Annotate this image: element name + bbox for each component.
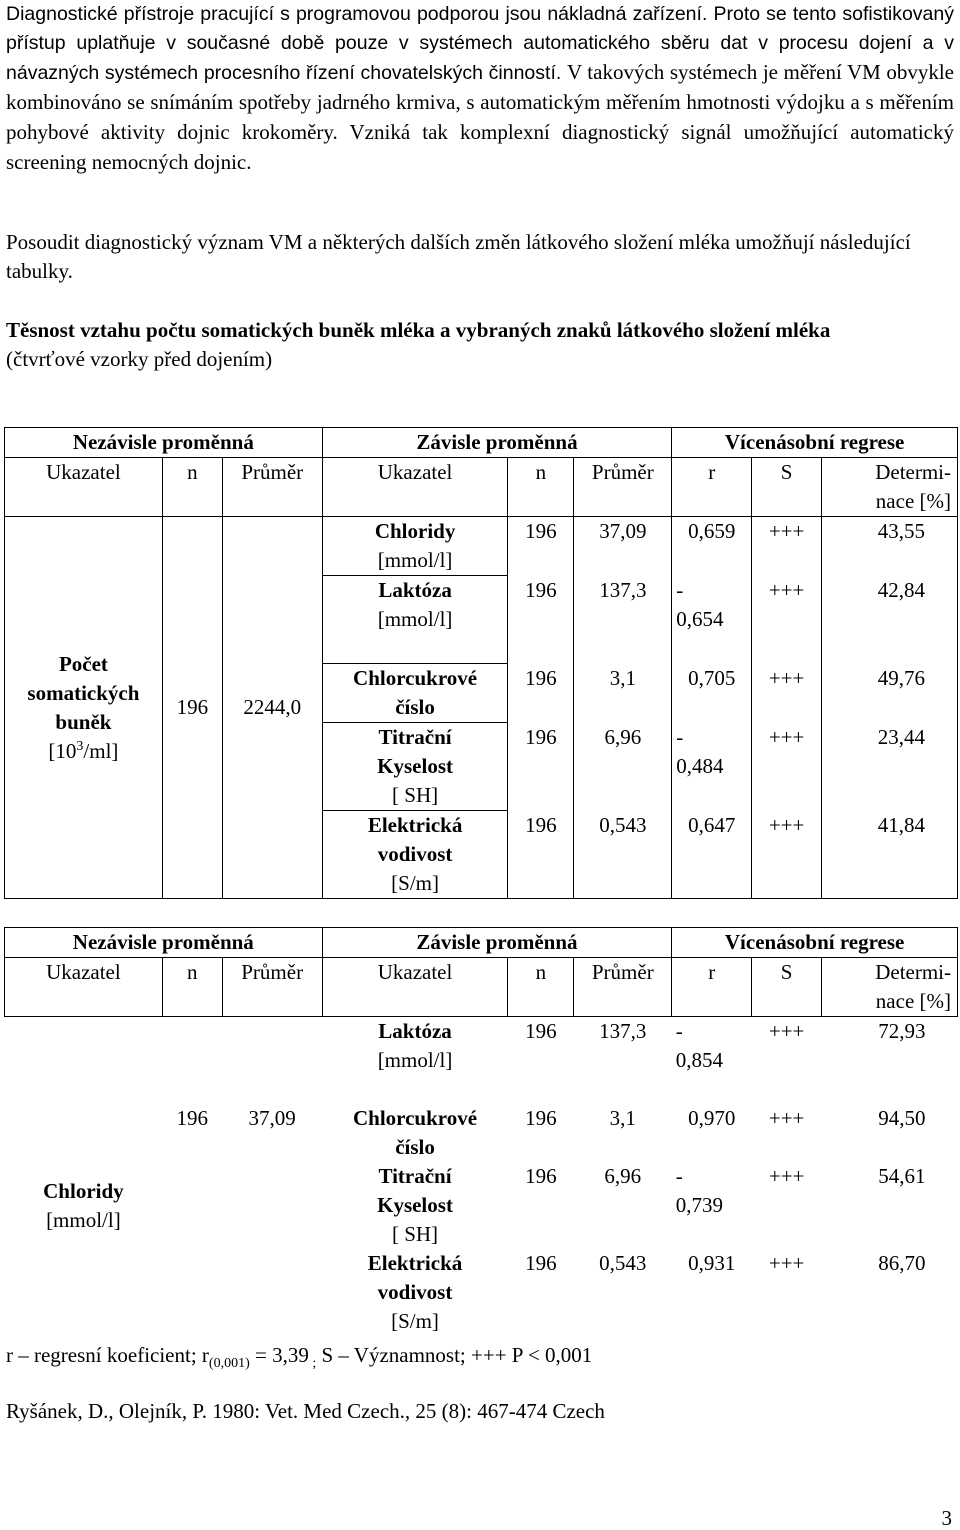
significance: +++ xyxy=(768,1251,805,1275)
dependent-mean: 137,3 xyxy=(574,576,672,664)
significance: +++ xyxy=(768,1106,805,1130)
regression-r: 0,659 xyxy=(672,517,752,576)
regression-r: - 0,854 xyxy=(675,1019,723,1072)
significance: +++ xyxy=(752,811,822,899)
table-chlorides xyxy=(4,927,958,1336)
dependent-n: 196 xyxy=(508,517,574,576)
dependent-indicator: Chlorcukrové číslo xyxy=(322,664,508,723)
significance: +++ xyxy=(752,723,822,811)
col-n: n xyxy=(162,958,222,1017)
dependent-indicator: Laktóza [mmol/l] xyxy=(322,576,508,664)
dependent-n: 196 xyxy=(525,1106,557,1130)
regression-r: 0,970 xyxy=(688,1106,736,1130)
dependent-mean: 137,3 xyxy=(599,1019,647,1043)
section-heading-subtitle: (čtvrťové vzorky před dojením) xyxy=(6,347,273,371)
dependent-indicator: Chlorcukrové číslo xyxy=(352,1106,478,1159)
section-heading-title: Těsnost vztahu počtu somatických buněk mléka a vybraných znaků látkového složení mléka xyxy=(6,318,831,342)
significance: +++ xyxy=(752,517,822,576)
dependent-n: 196 xyxy=(508,811,574,899)
col-mean: Průměr xyxy=(222,958,322,1017)
independent-mean: 37,09 xyxy=(248,1106,296,1130)
header-independent: Nezávisle proměnná xyxy=(5,428,323,458)
table-subheader-row xyxy=(5,958,958,1017)
significance: +++ xyxy=(768,1019,805,1043)
col-mean: Průměr xyxy=(574,958,672,1017)
citation: Ryšánek, D., Olejník, P. 1980: Vet. Med Czech., 25 (8): 467-474 Czech xyxy=(6,1399,605,1423)
col-indicator: Ukazatel xyxy=(322,958,508,1017)
dependent-n: 196 xyxy=(508,664,574,723)
col-indicator: Ukazatel xyxy=(5,958,163,1017)
table-subheader-row xyxy=(5,458,958,517)
dependent-mean: 3,1 xyxy=(609,1106,636,1130)
table-legend: r – regresní koeficient; $r_{(0,001)} = 3,39$ $_;$ S – Významnost; +++ P < 0,001 xyxy=(6,1343,593,1372)
dependent-mean: 6,96 xyxy=(574,723,672,811)
dependent-indicator: Elektrická vodivost [S/m] xyxy=(322,811,508,899)
dependent-mean: 3,1 xyxy=(574,664,672,723)
regression-r: 0,647 xyxy=(672,811,752,899)
determination: 42,84 xyxy=(822,576,958,664)
intro-serif-text: V takových systémech je měření VM obvykle kombinováno se snímáním spotřeby jadrného krmiva, s automatickým měřením hmotnosti výdojku a s měřením pohybové aktivity dojnic krokoměry. Vzniká tak komplexní diagnostický signál umožňující automatický screening nemocných dojnic. xyxy=(6,60,954,174)
col-determination: Determi- nace [%] xyxy=(822,458,958,517)
col-determination: Determi- nace [%] xyxy=(822,958,958,1017)
col-n: n xyxy=(508,458,574,517)
dependent-n: 196 xyxy=(525,1164,557,1188)
paragraph-tables-intro: Posoudit diagnostický význam VM a některých dalších změn látkového složení mléka umožňují následující tabulky. xyxy=(6,230,911,283)
regression-r: - 0,654 xyxy=(672,576,752,664)
dependent-indicator: Chloridy [mmol/l] xyxy=(322,517,508,576)
dependent-n: 196 xyxy=(508,576,574,664)
determination: 43,55 xyxy=(822,517,958,576)
dependent-indicator: Titrační Kyselost [ SH] xyxy=(377,1164,453,1246)
independent-n: 196 xyxy=(176,1106,208,1130)
regression-r: - 0,739 xyxy=(675,1164,723,1217)
significance: +++ xyxy=(752,664,822,723)
dependent-mean: 37,09 xyxy=(574,517,672,576)
col-indicator: Ukazatel xyxy=(5,458,163,517)
dependent-mean: 0,543 xyxy=(599,1251,647,1275)
intro-sans-text: Diagnostické přístroje pracující s programovou podporou jsou nákladná zařízení. Proto se tento sofistikovaný přístup uplatňuje v současné době pouze v systémech automatického sběru dat v procesu dojení a v návazných systémech procesního řízení chovatelských činností. xyxy=(6,3,954,84)
dependent-indicator: Titrační Kyselost [ SH] xyxy=(322,723,508,811)
dependent-n: 196 xyxy=(525,1019,557,1043)
col-n: n xyxy=(508,958,574,1017)
dependent-mean: 6,96 xyxy=(604,1164,642,1188)
table-somatic-cells xyxy=(4,427,958,899)
table-header-row xyxy=(5,428,958,458)
intro-paragraph xyxy=(6,0,954,178)
header-dependent: Závisle proměnná xyxy=(322,928,672,958)
determination: 23,44 xyxy=(822,723,958,811)
col-r: r xyxy=(672,458,752,517)
dependent-indicator: Laktóza [mmol/l] xyxy=(377,1019,453,1072)
col-s: S xyxy=(752,958,822,1017)
regression-r: 0,705 xyxy=(672,664,752,723)
col-r: r xyxy=(672,958,752,1017)
dependent-mean: 0,543 xyxy=(574,811,672,899)
table-header-row xyxy=(5,928,958,958)
dependent-indicator: Elektrická vodivost [S/m] xyxy=(367,1251,463,1333)
significance: +++ xyxy=(752,576,822,664)
dependent-n: 196 xyxy=(525,1251,557,1275)
determination: 94,50 xyxy=(878,1106,926,1130)
determination: 54,61 xyxy=(878,1164,926,1188)
col-mean: Průměr xyxy=(574,458,672,517)
determination: 72,93 xyxy=(878,1019,926,1043)
section-heading xyxy=(6,316,954,374)
determination: 86,70 xyxy=(878,1251,926,1275)
significance: +++ xyxy=(768,1164,805,1188)
independent-variable-cell: Chloridy [mmol/l] xyxy=(43,1178,124,1232)
dependent-n: 196 xyxy=(508,723,574,811)
header-dependent: Závisle proměnná xyxy=(322,428,672,458)
regression-r: 0,931 xyxy=(688,1251,736,1275)
independent-mean: 2244,0 xyxy=(222,517,322,899)
page-number: 3 xyxy=(941,1506,952,1530)
col-mean: Průměr xyxy=(222,458,322,517)
header-independent: Nezávisle proměnná xyxy=(5,928,323,958)
header-regression: Vícenásobní regrese xyxy=(672,428,958,458)
table-row xyxy=(5,517,958,576)
regression-r: - 0,484 xyxy=(672,723,752,811)
determination: 41,84 xyxy=(822,811,958,899)
independent-n: 196 xyxy=(162,517,222,899)
table-row xyxy=(5,1017,958,1105)
col-indicator: Ukazatel xyxy=(322,458,508,517)
independent-variable-cell: Počet somatických buněk $[10^3/ml]$ xyxy=(5,517,163,899)
header-regression: Vícenásobní regrese xyxy=(672,928,958,958)
col-n: n xyxy=(162,458,222,517)
col-s: S xyxy=(752,458,822,517)
determination: 49,76 xyxy=(822,664,958,723)
